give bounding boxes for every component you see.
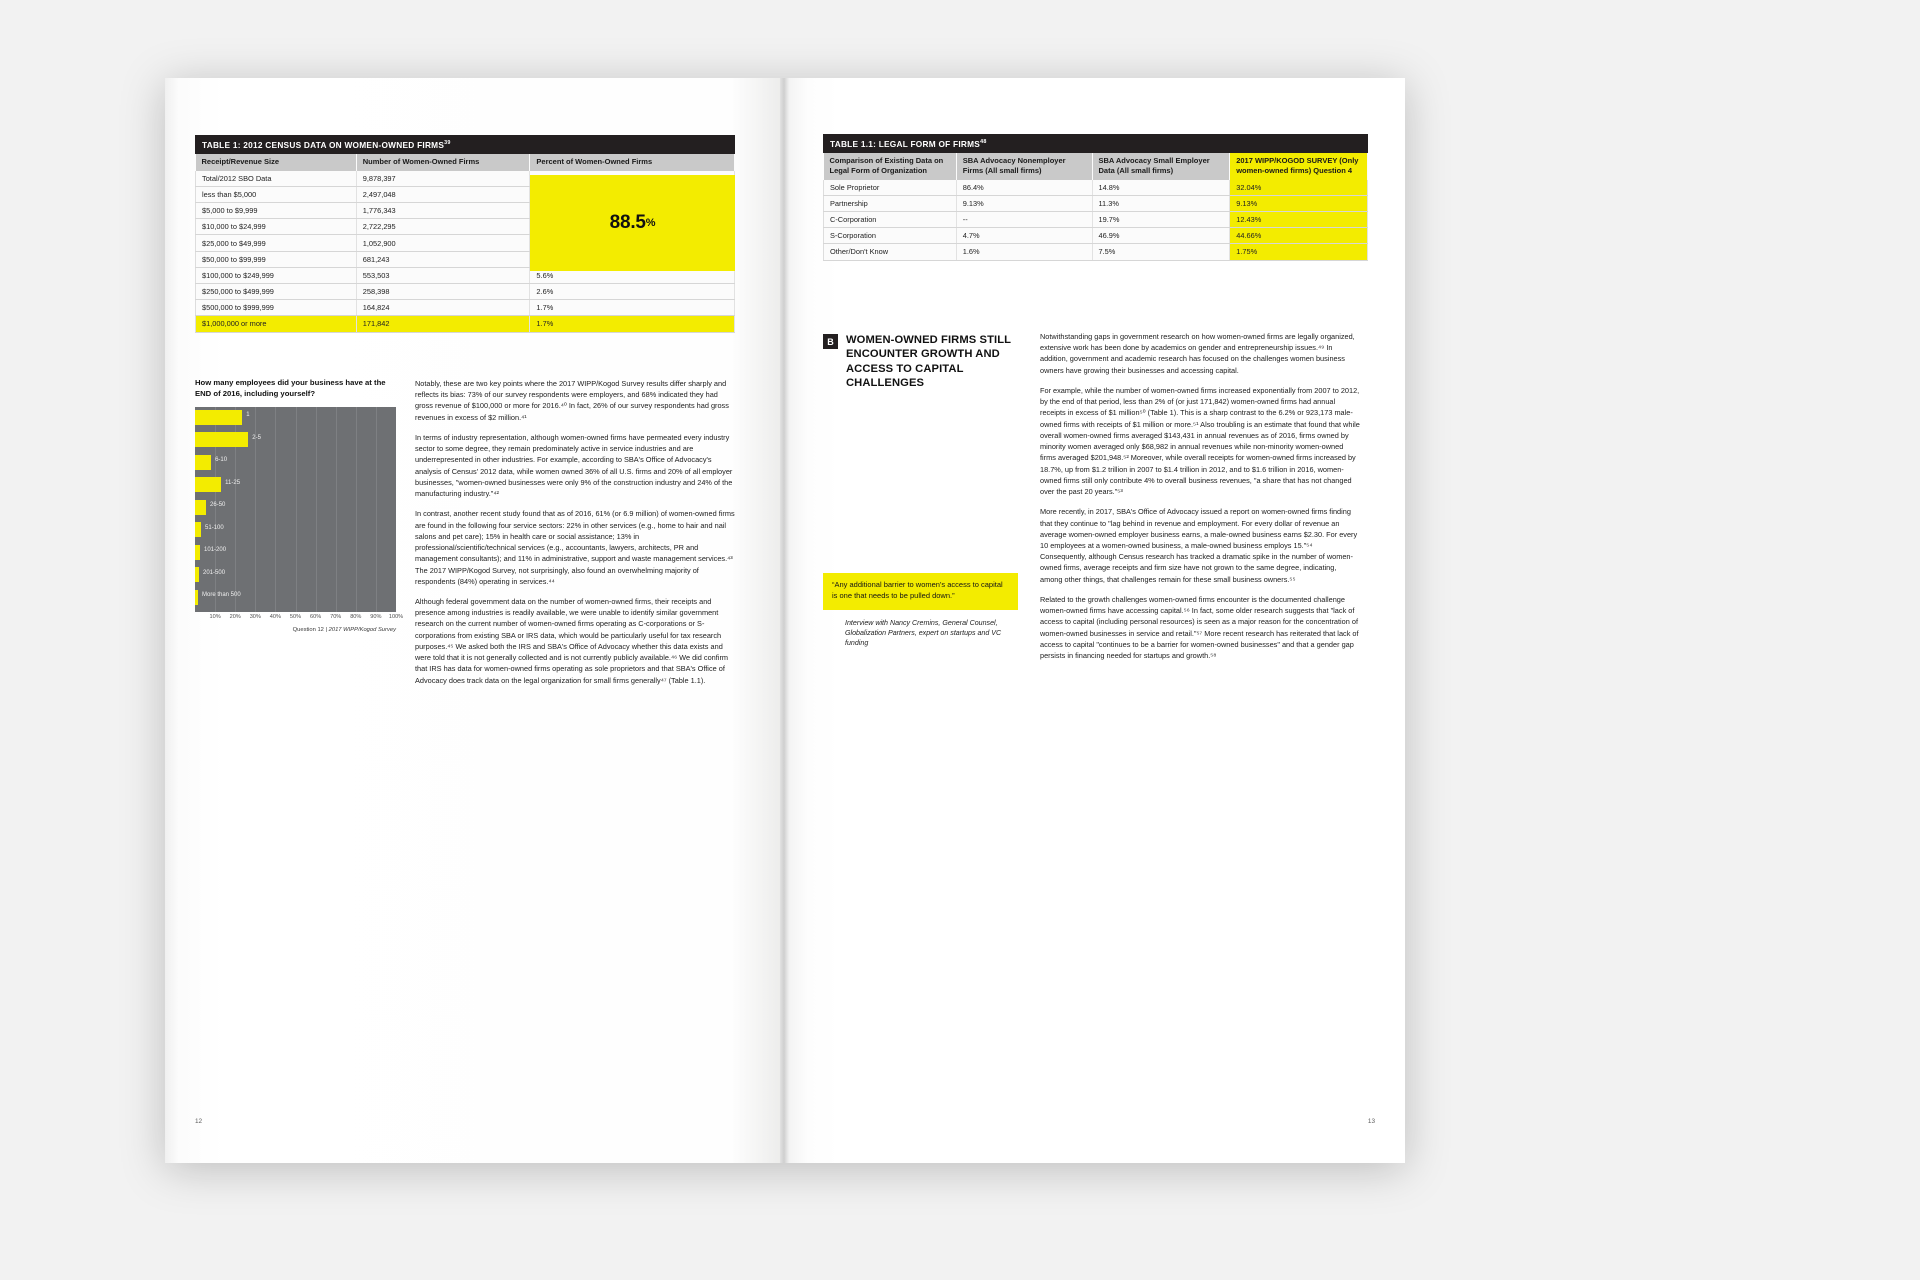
chart-bar [195,500,206,515]
table-1-cell-number: 2,722,295 [356,219,530,235]
chart-bar [195,522,201,537]
chart-bar-label: 101-200 [204,547,227,554]
table-row [196,316,735,332]
body-paragraph: Notably, these are two key points where the 2017 WIPP/Kogod Survey results differ sharply and reflects its bias: 73% of our survey respondents were employers, and 68% indicated they had gross revenue of $100,000 or more for 2016.⁴⁰ In fact, 26% of our survey respondents had gross revenues in excess of $2 million.⁴¹ [415,379,729,422]
chart-bar-label: 201-500 [203,569,226,576]
page-right [790,78,1405,1163]
table-1-cell-percent: 1.7% [530,300,735,316]
chart-bar-row [195,564,396,585]
chart-bar-label: 6-10 [215,457,228,464]
chart-bar-label: 1 [246,412,250,419]
chart-bar [195,590,198,605]
chart-caption-prefix: Question 12 | [292,626,329,633]
table-1-cell-size: less than $5,000 [196,186,357,202]
chart-bar-row [195,587,396,608]
document-spread [165,78,1405,1163]
pullquote-attribution: Interview with Nancy Cremins, General Counsel, Globalization Partners, expert on startups and VC funding [845,618,1002,648]
chart-bar-row [195,474,396,495]
table-1-cell-number: 1,776,343 [356,203,530,219]
table-row [196,300,735,316]
chart-x-tick: 30% [249,613,261,620]
chart-bar-label: 2-5 [252,434,261,441]
table-1-cell-number: 171,842 [356,316,530,332]
table-1-1-cell-nonemployer: -- [956,211,1092,227]
table-1-cell-number: 164,824 [356,300,530,316]
table-1-cell-size: $500,000 to $999,999 [196,300,357,316]
table-1-1-cell-nonemployer: 86.4% [956,180,1092,196]
chart-bar-row [195,452,396,473]
chart-bar [195,410,242,425]
chart-x-tick: 90% [370,613,382,620]
page-left [165,78,780,1163]
table-1-1-cell-wipp: 44.66% [1230,228,1368,244]
table-1-cell-percent: 1.7% [530,316,735,332]
table-1-1-cell-nonemployer: 4.7% [956,228,1092,244]
section-badge: B [823,334,838,349]
table-1-1-header-employer: SBA Advocacy Small Employer Data (All small firms) [1092,153,1230,180]
table-1-1-cell-employer: 14.8% [1092,180,1230,196]
table-1-1-cell-form: Other/Don't Know [824,244,957,260]
chart-x-tick: 70% [330,613,342,620]
table-1-1-cell-nonemployer: 1.6% [956,244,1092,260]
table-1-1-footnote-marker: 48 [980,138,987,145]
table-1-cell-size: $50,000 to $99,999 [196,251,357,267]
table-1-cell-number: 1,052,900 [356,235,530,251]
chart-x-tick: 60% [309,613,322,620]
table-1-callout-unit: % [645,217,656,229]
table-1-cell-size: $100,000 to $249,999 [196,267,357,283]
table-1-1-cell-employer: 46.9% [1092,228,1230,244]
table-1-1-cell-form: C-Corporation [824,211,957,227]
chart-bar [195,545,200,560]
table-1-header-number: Number of Women-Owned Firms [356,154,530,171]
table-1-1-cell-nonemployer: 9.13% [956,195,1092,211]
body-paragraph: Notwithstanding gaps in government research on how women-owned firms are legally organized, extensive work has been done by academics on gender and entrepreneurship issues.⁴⁹ In addition, government and academic research has focused on the challenges women business owners have growing their businesses and accessing capital. [1040,332,1355,375]
table-1-header-size: Receipt/Revenue Size [196,154,357,171]
chart-bar-label: 26-50 [210,502,226,509]
table-1-cell-number: 681,243 [356,251,530,267]
table-1-title-text: TABLE 1: 2012 CENSUS DATA ON WOMEN-OWNED FIRMS [202,139,445,150]
chart-bar-row [195,497,396,518]
spread-gutter [780,78,790,1163]
table-1-1-header-comparison: Comparison of Existing Data on Legal Form of Organization [824,153,957,180]
chart-x-tick: 40% [269,613,281,620]
table-row [824,180,1368,196]
body-paragraph: More recently, in 2017, SBA's Office of Advocacy issued a report on women-owned firms finding that they continue to "lag behind in revenue and employment. For every dollar of revenue an average women-owned employer business earns, a male-owned business earns $2.30. For every 10 employees at a women-owned business, a male-owned business employs 15."⁵⁴ Consequently, although Census research has tracked a dramatic spike in the number of women-owned firms, average receipts and firm size have not grown to the same degree, indicating, among other things, that challenges remain for these small business owners.⁵⁵ [1040,507,1358,584]
page-12-body [415,378,735,695]
table-1-1-cell-employer: 7.5% [1092,244,1230,260]
table-1-title [195,135,735,154]
table-1-1-title [823,134,1368,153]
table-row [824,228,1368,244]
body-paragraph: Although federal government data on the number of women-owned firms, their receipts and presence among industries is readily available, we were unable to identify similar government research on the current number of women-owned firms operating as C-corporations or S-corporations from existing SBA or IRS data, which would be particularly useful for tax research purposes.⁴⁵ We asked both the IRS and SBA's Office of Advocacy whether this data exists and were told that it is not generally collected and is not currently publicly available.⁴⁶ We did confirm that IRS has data for women-owned firms operating as sole proprietors and that SBA's Office of Advocacy does track data on the legal organization for small firms generally⁴⁷ (Table 1.1). [415,596,729,685]
chart-x-tick: 50% [289,613,302,620]
page-12-folio: 12 [195,1118,203,1125]
chart-plot-area [195,407,396,612]
table-row [824,211,1368,227]
chart-caption [195,627,396,633]
table-1-1-grid [823,153,1368,261]
table-1-footnote-marker: 39 [444,139,451,146]
page-13-body [1040,331,1360,670]
chart-bar [195,477,221,492]
table-1-cell-size: $10,000 to $24,999 [196,219,357,235]
table-row [196,283,735,299]
body-paragraph: Related to the growth challenges women-owned firms encounter is the documented challenge women-owned firms have accessing capital.⁵⁶ In fact, some older research suggests that "lack of access to capital (including personal resources) is seen as a major reason for the concentration of women-owned businesses in service and retail."⁵⁷ More recent research has reiterated that lack of access to capital "continues to be a barrier for women-owned businesses" and that a gender gap persists in financing needed for startups and growth.⁵⁸ [1040,594,1359,661]
table-1-1-title-text: TABLE 1.1: LEGAL FORM OF FIRMS [830,138,981,149]
body-paragraph: In contrast, another recent study found that as of 2016, 61% (or 6.9 million) of women-owned firms are found in the following four service sectors: 22% in other services (e.g., home to hair and nail salons and pet care); 15% in health care or social assistance; 13% in professional/scientific/technical services (e.g., accountants, lawyers, architects, PR and management consultants); and 11% in administrative, support and waste management services.⁴³ The 2017 WIPP/Kogod Survey, not surprisingly, also found an overwhelming majority of respondents (84%) operating in services.⁴⁴ [415,509,735,586]
chart-bar [195,455,211,470]
chart-bar-row [195,542,396,563]
section-heading-b [823,333,1018,390]
table-1-cell-number: 258,398 [356,283,530,299]
table-1-1-cell-wipp: 9.13% [1230,195,1368,211]
table-1-1-cell-wipp: 32.04% [1230,180,1368,196]
table-1-1-cell-wipp: 1.75% [1230,244,1368,260]
table-1-1-header-wipp: 2017 WIPP/KOGOD SURVEY (Only women-owned firms) Question 4 [1230,153,1368,180]
table-1-cell-size: Total/2012 SBO Data [196,171,357,187]
chart-bar [195,567,199,582]
table-1-1-cell-form: S-Corporation [824,228,957,244]
chart-bar-row [195,429,396,450]
chart-x-tick: 80% [350,613,362,620]
table-1-1-header-row [824,153,1368,180]
chart-caption-source: 2017 WIPP/Kogod Survey [328,626,396,633]
table-1-cell-number: 553,503 [356,267,530,283]
pullquote-text: “Any additional barrier to women's access to capital is one that needs to be pulled down.” [823,573,1018,610]
chart-bar [195,432,248,447]
body-paragraph: For example, while the number of women-owned firms increased exponentially from 2007 to 2012, by the end of that period, less than 2% of (or just 171,842) women-owned firms had annual receipts in excess of $1 million⁵⁰ (Table 1). This is a sharp contrast to the 6.2% or 923,173 male-owned firms with receipts of $1 million or more.⁵¹ Also troubling is an estimate that found that while overall women-owned firms averaged $143,431 in annual revenues as of 2016, firms owned by minority women averaged only $68,982 in annual revenues while non-minority women-owned firms averaged $201,948.⁵² Moreover, while overall receipts for women-owned firms increased by 18.7%, up from $1.2 trillion in 2007 to $1.4 trillion in 2012, and to $1.6 trillion in 2016, women-owned firms still only contribute 4% to overall business revenues, "a share that has not changed over the past 20 years."⁵³ [1040,385,1360,497]
section-title: WOMEN-OWNED FIRMS STILL ENCOUNTER GROWTH AND ACCESS TO CAPITAL CHALLENGES [846,334,1011,389]
chart-x-tick: 100% [388,613,404,620]
table-1-1-cell-wipp: 12.43% [1230,211,1368,227]
table-1-cell-number: 9,878,397 [356,171,530,187]
table-1-cell-size: $1,000,000 or more [196,316,357,332]
table-1-cell-size: $250,000 to $499,999 [196,283,357,299]
chart-x-axis [195,612,404,626]
chart-bar-label: 51-100 [205,524,224,531]
table-row [824,195,1368,211]
table-1 [195,135,735,333]
pullquote-block [823,573,1018,649]
table-1-1-header-nonemployer: SBA Advocacy Nonemployer Firms (All small firms) [956,153,1092,180]
table-1-cell-size: $25,000 to $49,999 [196,235,357,251]
table-1-1-cell-form: Sole Proprietor [824,180,957,196]
page-13-folio: 13 [1367,1118,1375,1125]
chart-bar-label: 11-25 [225,479,241,486]
table-1-cell-percent: 2.6% [530,283,735,299]
table-1-header-percent: Percent of Women-Owned Firms [530,154,735,171]
table-1-1-cell-form: Partnership [824,195,957,211]
table-1-1-cell-employer: 11.3% [1092,195,1230,211]
table-1-1 [823,134,1368,261]
body-paragraph: In terms of industry representation, although women-owned firms have permeated every industry sector to some degree, they remain predominately active in service industries and are underrepresented in other industries. For example, according to SBA's Office of Advocacy's analysis of Census' 2012 data, while women owned 36% of all U.S. firms and 20% of all employer businesses, "women-owned businesses were only 9% of the construction industry and 24% of the manufacturing industry."⁴² [415,432,733,499]
chart-x-tick: 10% [209,613,221,620]
table-1-1-cell-employer: 19.7% [1092,211,1230,227]
table-1-cell-percent: 5.6% [530,267,735,283]
table-1-cell-number: 2,497,048 [356,186,530,202]
chart-x-tick: 20% [229,613,241,620]
chart-block [195,378,404,633]
chart-bar-label: More than 500 [202,592,241,599]
table-1-header-row [196,154,735,171]
table-row [824,244,1368,260]
table-1-cell-size: $5,000 to $9,999 [196,203,357,219]
chart-bar-row [195,407,396,428]
chart-title: How many employees did your business have at the END of 2016, including yourself? [195,378,386,398]
table-1-callout [530,175,735,271]
chart-bar-row [195,519,396,540]
table-1-callout-value: 88.5 [609,212,646,233]
